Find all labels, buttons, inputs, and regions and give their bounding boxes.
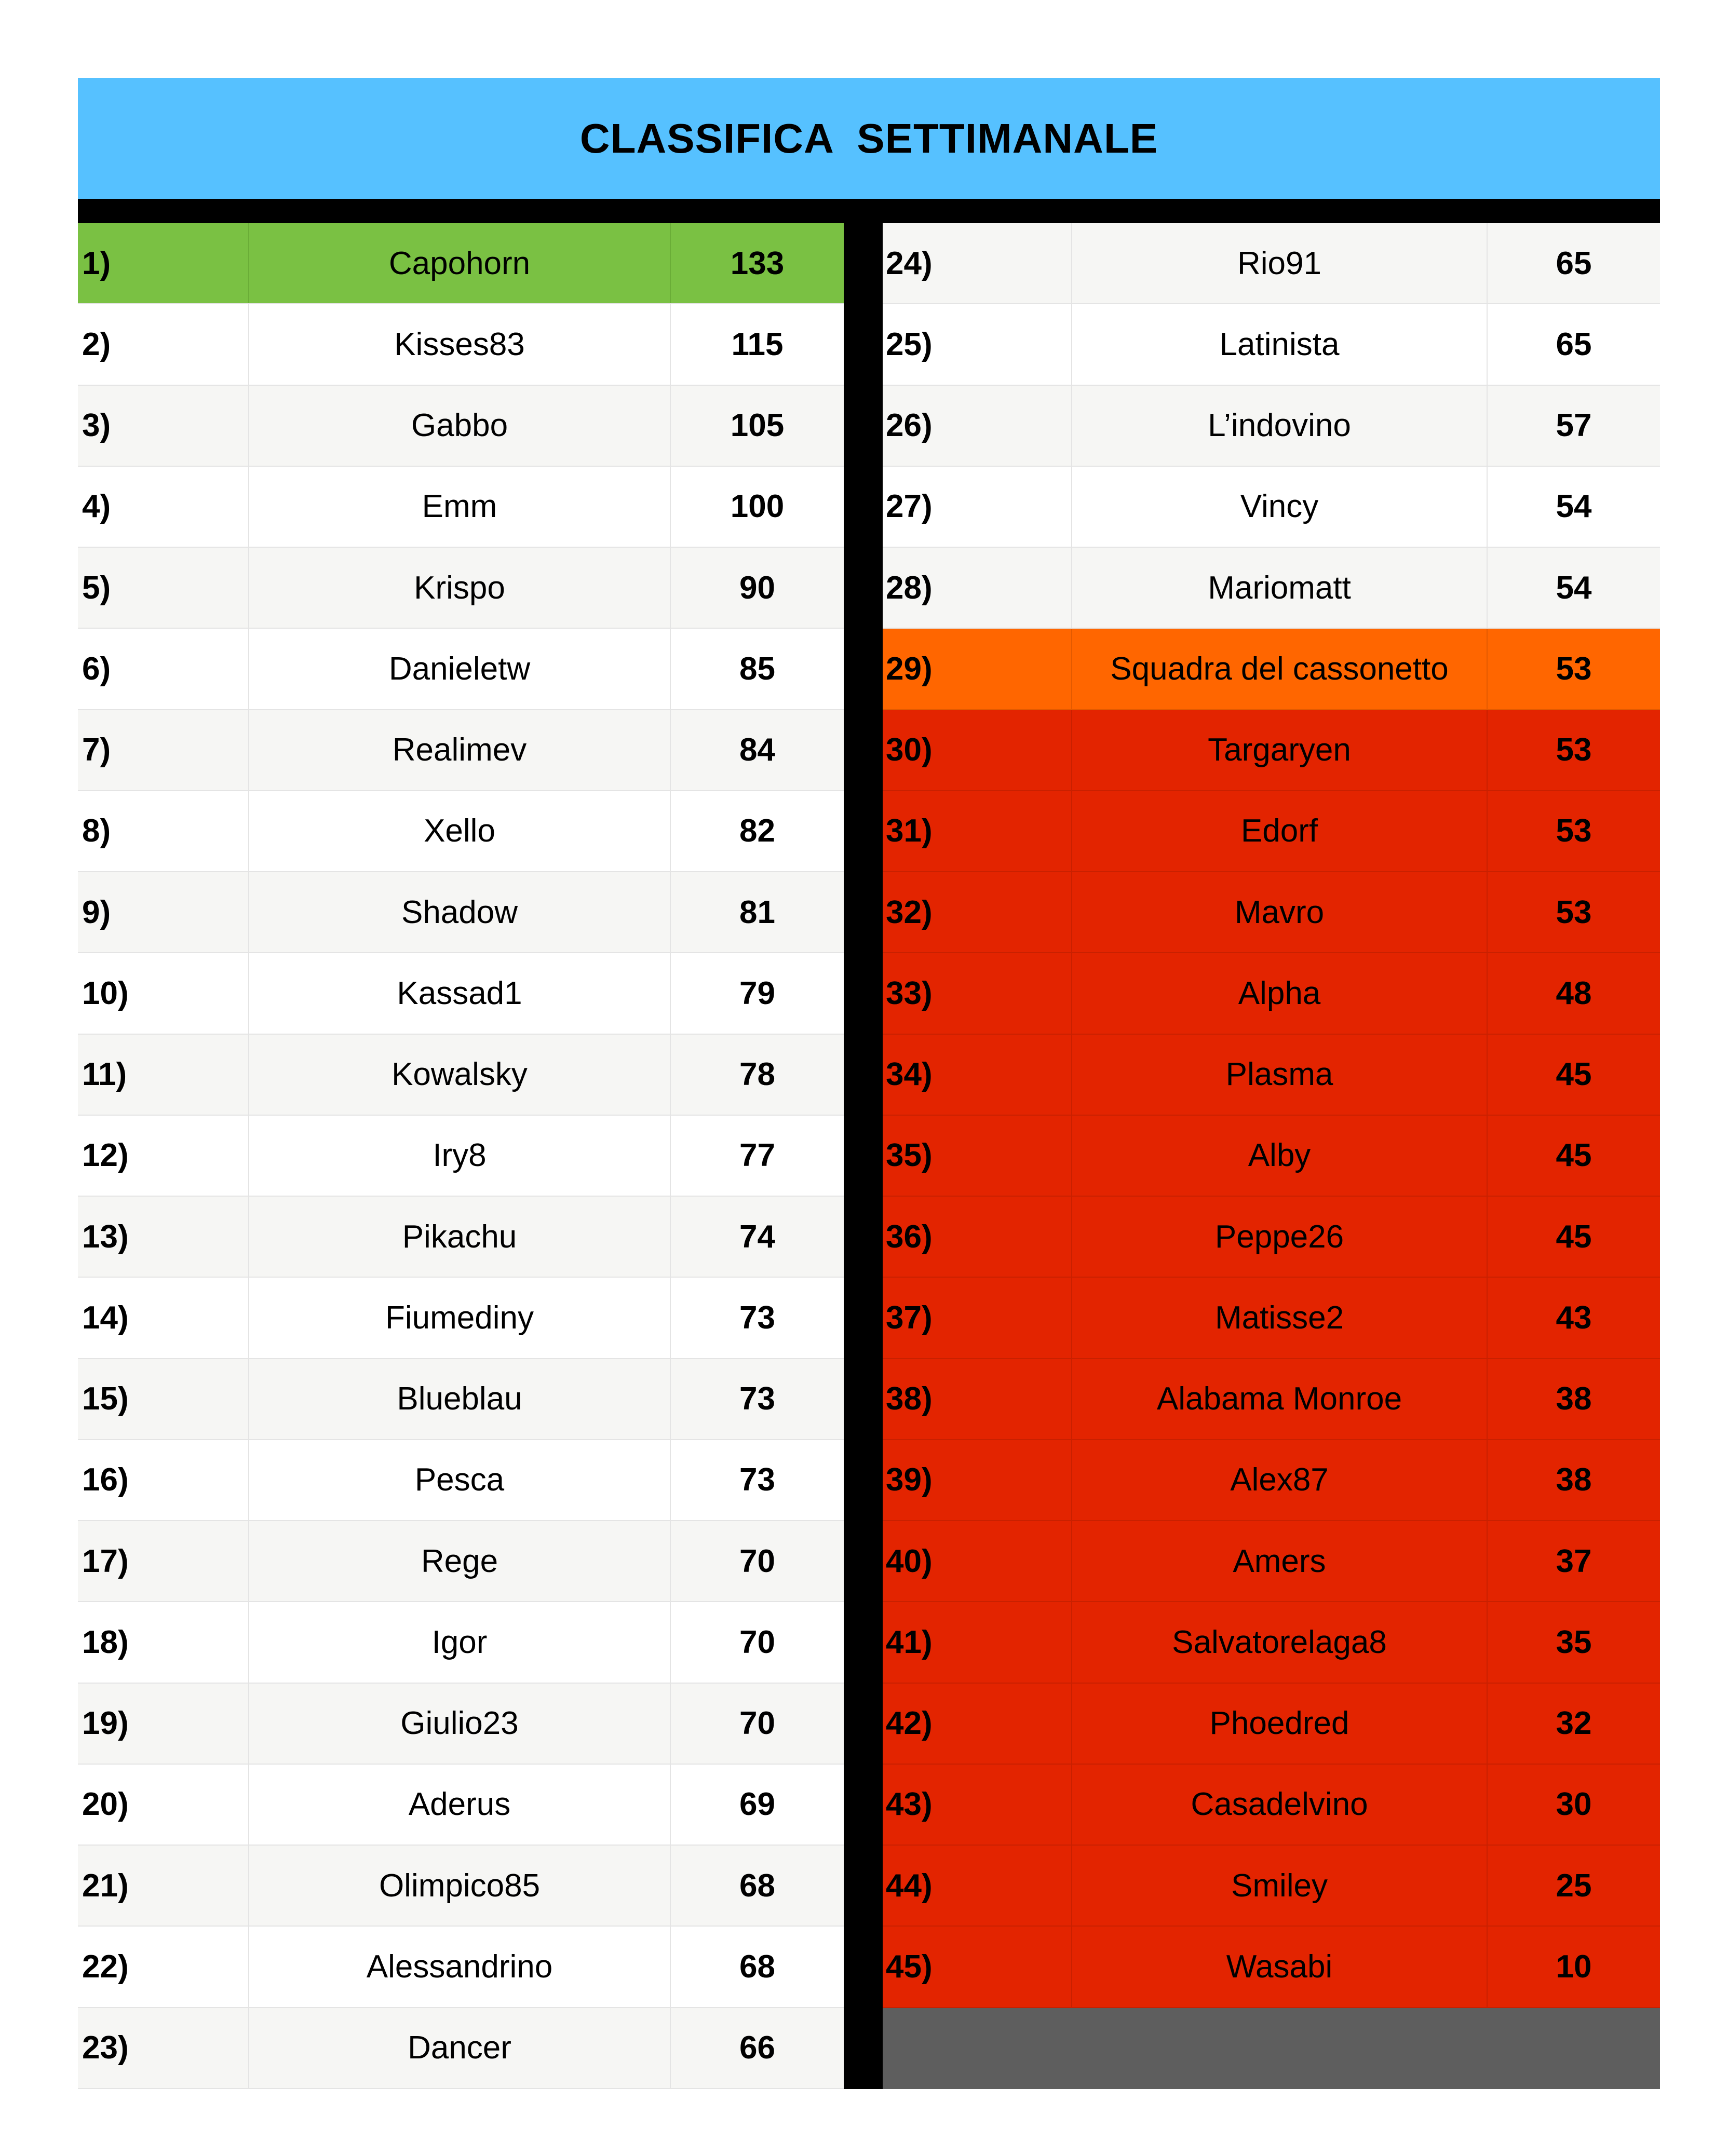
standings-row [78, 1927, 844, 2008]
team-name-cell: Kassad1 [249, 953, 671, 1033]
score-cell: 66 [739, 2030, 775, 2066]
rank-cell: 26) [883, 386, 1072, 466]
rank-cell: 17) [78, 1521, 249, 1601]
score-cell: 115 [731, 326, 784, 362]
score-cell: 65 [1556, 245, 1592, 281]
score-cell: 43 [1556, 1299, 1592, 1336]
rank-cell: 28) [883, 548, 1072, 628]
team-name-cell: Vincy [1072, 467, 1488, 547]
rank-cell: 11) [78, 1035, 249, 1115]
team-name-cell: Pesca [249, 1440, 671, 1520]
score-cell: 54 [1556, 489, 1592, 525]
standings-row [883, 548, 1660, 629]
team-name-cell: Smiley [1072, 1846, 1488, 1926]
team-name-cell: Olimpico85 [249, 1846, 671, 1926]
team-name-cell: Igor [249, 1602, 671, 1682]
standings-row [78, 1440, 844, 1521]
standings-row [883, 1197, 1660, 1278]
standings-row [78, 1197, 844, 1278]
rank-cell: 16) [78, 1440, 249, 1520]
team-name-cell: Casadelvino [1072, 1765, 1488, 1845]
score-cell: 25 [1556, 1867, 1592, 1904]
team-name-cell: Dancer [249, 2008, 671, 2088]
score-cell: 78 [739, 1056, 775, 1093]
team-name-cell: Mariomatt [1072, 548, 1488, 628]
standings-row [883, 467, 1660, 548]
standings-row [883, 953, 1660, 1034]
score-cell: 73 [739, 1462, 775, 1498]
standings-row [78, 710, 844, 791]
rank-cell: 7) [78, 710, 249, 790]
standings-row [78, 872, 844, 953]
rank-cell: 8) [78, 791, 249, 871]
standings-row [78, 304, 844, 385]
rank-cell: 36) [883, 1197, 1072, 1277]
score-cell: 54 [1556, 569, 1592, 606]
rank-cell: 25) [883, 304, 1072, 384]
score-cell: 73 [739, 1299, 775, 1336]
standings-row [883, 1116, 1660, 1197]
standings-row [883, 386, 1660, 467]
team-name-cell: Phoedred [1072, 1684, 1488, 1764]
team-name-cell: Kowalsky [249, 1035, 671, 1115]
score-cell: 68 [739, 1867, 775, 1904]
score-cell: 10 [1556, 1948, 1592, 1985]
standings-row [883, 1035, 1660, 1116]
score-cell: 53 [1556, 894, 1592, 930]
rank-cell: 27) [883, 467, 1072, 547]
standings-left-column [78, 223, 844, 2089]
team-name-cell: Blueblau [249, 1359, 671, 1439]
score-cell: 38 [1556, 1381, 1592, 1417]
rank-cell: 1) [78, 223, 249, 303]
rank-cell: 33) [883, 953, 1072, 1033]
standings-row [883, 223, 1660, 304]
rank-cell: 6) [78, 629, 249, 709]
score-cell: 32 [1556, 1705, 1592, 1742]
team-name-cell: Aderus [249, 1765, 671, 1845]
rank-cell: 43) [883, 1765, 1072, 1845]
team-name-cell: L’indovino [1072, 386, 1488, 466]
score-cell: 79 [739, 975, 775, 1011]
standings-row [78, 2008, 844, 2089]
standings-row [78, 1521, 844, 1602]
rank-cell: 29) [883, 629, 1072, 709]
standings-row [883, 1684, 1660, 1765]
score-cell: 65 [1556, 326, 1592, 362]
team-name-cell: Plasma [1072, 1035, 1488, 1115]
standings-row [78, 467, 844, 548]
team-name-cell: Mavro [1072, 872, 1488, 952]
team-name-cell: Wasabi [1072, 1927, 1488, 2006]
score-cell: 53 [1556, 732, 1592, 768]
rank-cell: 42) [883, 1684, 1072, 1764]
rank-cell: 3) [78, 386, 249, 466]
score-cell: 133 [730, 245, 785, 281]
standings-row [883, 1602, 1660, 1683]
page-title: CLASSIFICA SETTIMANALE [78, 78, 1660, 199]
team-name-cell: Giulio23 [249, 1684, 671, 1764]
rank-cell: 4) [78, 467, 249, 547]
standings-row [78, 629, 844, 710]
standings-row [78, 1602, 844, 1683]
standings-row [883, 1765, 1660, 1846]
rank-cell: 23) [78, 2008, 249, 2088]
team-name-cell: Krispo [249, 548, 671, 628]
standings-row [883, 1927, 1660, 2008]
standings-row [883, 1521, 1660, 1602]
score-cell: 68 [739, 1948, 775, 1985]
team-name-cell: Latinista [1072, 304, 1488, 384]
standings-right-column [883, 223, 1660, 2089]
score-cell: 81 [739, 894, 775, 930]
standings-row [78, 953, 844, 1034]
rank-cell: 10) [78, 953, 249, 1033]
standings-row [78, 1846, 844, 1927]
team-name-cell: Alessandrino [249, 1927, 671, 2006]
score-cell: 90 [739, 569, 775, 606]
team-name-cell: Danieletw [249, 629, 671, 709]
standings-row [78, 1278, 844, 1359]
team-name-cell: Amers [1072, 1521, 1488, 1601]
empty-slot [883, 2008, 1660, 2089]
score-cell: 35 [1556, 1624, 1592, 1660]
rank-cell: 22) [78, 1927, 249, 2006]
score-cell: 38 [1556, 1462, 1592, 1498]
rank-cell: 40) [883, 1521, 1072, 1601]
rank-cell: 20) [78, 1765, 249, 1845]
rank-cell: 9) [78, 872, 249, 952]
rank-cell: 38) [883, 1359, 1072, 1439]
team-name-cell: Alex87 [1072, 1440, 1488, 1520]
score-cell: 84 [739, 732, 775, 768]
rank-cell: 34) [883, 1035, 1072, 1115]
standings-row [883, 629, 1660, 710]
score-cell: 85 [739, 650, 775, 687]
score-cell: 73 [739, 1381, 775, 1417]
rank-cell: 18) [78, 1602, 249, 1682]
team-name-cell: Rio91 [1072, 223, 1488, 303]
rank-cell: 19) [78, 1684, 249, 1764]
rank-cell: 32) [883, 872, 1072, 952]
score-cell: 74 [739, 1218, 775, 1255]
team-name-cell: Squadra del cassonetto [1072, 629, 1488, 709]
team-name-cell: Iry8 [249, 1116, 671, 1196]
team-name-cell: Peppe26 [1072, 1197, 1488, 1277]
rank-cell: 39) [883, 1440, 1072, 1520]
rank-cell: 13) [78, 1197, 249, 1277]
score-cell: 45 [1556, 1056, 1592, 1093]
standings-row [78, 548, 844, 629]
standings-row [78, 1035, 844, 1116]
standings-row [883, 710, 1660, 791]
team-name-cell: Kisses83 [249, 304, 671, 384]
team-name-cell: Alpha [1072, 953, 1488, 1033]
team-name-cell: Rege [249, 1521, 671, 1601]
rank-cell: 15) [78, 1359, 249, 1439]
rank-cell: 5) [78, 548, 249, 628]
standings-row [78, 223, 844, 304]
team-name-cell: Fiumediny [249, 1278, 671, 1358]
standings-row [883, 1440, 1660, 1521]
rank-cell: 21) [78, 1846, 249, 1926]
score-cell: 70 [739, 1543, 775, 1579]
rank-cell: 12) [78, 1116, 249, 1196]
score-cell: 37 [1556, 1543, 1592, 1579]
score-cell: 100 [730, 489, 785, 525]
standings-row [883, 791, 1660, 872]
standings-row [883, 1278, 1660, 1359]
standings-row [883, 1359, 1660, 1440]
standings-row [883, 872, 1660, 953]
team-name-cell: Pikachu [249, 1197, 671, 1277]
score-cell: 53 [1556, 813, 1592, 849]
rank-cell: 35) [883, 1116, 1072, 1196]
rank-cell: 30) [883, 710, 1072, 790]
standings-row [883, 1846, 1660, 1927]
standings-row [78, 791, 844, 872]
team-name-cell: Gabbo [249, 386, 671, 466]
standings-row [78, 1359, 844, 1440]
rank-cell: 31) [883, 791, 1072, 871]
team-name-cell: Capohorn [249, 223, 671, 303]
team-name-cell: Alby [1072, 1116, 1488, 1196]
team-name-cell: Xello [249, 791, 671, 871]
score-cell: 45 [1556, 1137, 1592, 1174]
score-cell: 105 [730, 408, 785, 444]
score-cell: 82 [739, 813, 775, 849]
rank-cell: 44) [883, 1846, 1072, 1926]
team-name-cell: Salvatorelaga8 [1072, 1602, 1488, 1682]
header-divider [78, 199, 1660, 223]
score-cell: 57 [1556, 408, 1592, 444]
rank-cell: 2) [78, 304, 249, 384]
team-name-cell: Alabama Monroe [1072, 1359, 1488, 1439]
team-name-cell: Edorf [1072, 791, 1488, 871]
team-name-cell: Emm [249, 467, 671, 547]
rank-cell: 14) [78, 1278, 249, 1358]
team-name-cell: Shadow [249, 872, 671, 952]
score-cell: 45 [1556, 1218, 1592, 1255]
score-cell: 69 [739, 1786, 775, 1823]
team-name-cell: Matisse2 [1072, 1278, 1488, 1358]
score-cell: 48 [1556, 975, 1592, 1011]
rank-cell: 24) [883, 223, 1072, 303]
standings-row [883, 304, 1660, 385]
score-cell: 77 [739, 1137, 775, 1174]
team-name-cell: Targaryen [1072, 710, 1488, 790]
team-name-cell: Realimev [249, 710, 671, 790]
rank-cell: 37) [883, 1278, 1072, 1358]
standings-row [78, 1765, 844, 1846]
standings-row [78, 1116, 844, 1197]
score-cell: 30 [1556, 1786, 1592, 1823]
rank-cell: 45) [883, 1927, 1072, 2006]
standings-row [78, 1684, 844, 1765]
score-cell: 53 [1556, 650, 1592, 687]
standings-row [78, 386, 844, 467]
score-cell: 70 [739, 1705, 775, 1742]
score-cell: 70 [739, 1624, 775, 1660]
rank-cell: 41) [883, 1602, 1072, 1682]
column-divider [844, 223, 883, 2089]
